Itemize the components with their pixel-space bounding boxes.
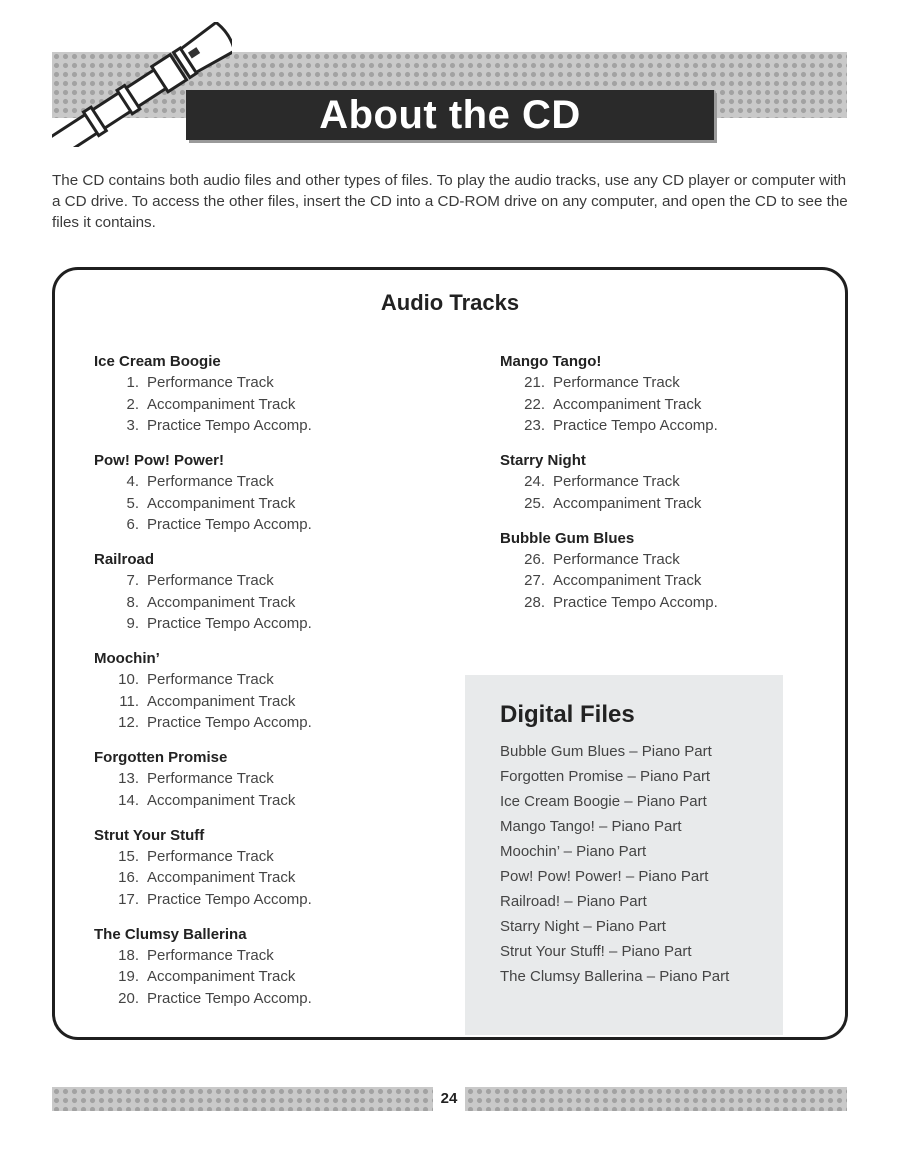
track-item — [94, 415, 434, 437]
track-label: Practice Tempo Accomp. — [553, 593, 718, 611]
audio-tracks-heading: Audio Tracks — [380, 290, 520, 315]
track-item — [94, 945, 434, 967]
song-title: Starry Night — [500, 452, 586, 469]
song-group — [94, 648, 434, 734]
page-number: 24 — [433, 1087, 465, 1111]
digital-file-item: Forgotten Promise – Piano Part — [500, 768, 711, 785]
digital-file-item: Ice Cream Boogie – Piano Part — [500, 793, 707, 810]
track-label: Accompaniment Track — [147, 869, 296, 886]
track-number: 7. — [126, 572, 139, 589]
song-title: Strut Your Stuff — [94, 826, 205, 844]
song-title: Ice Cream Boogie — [94, 353, 221, 370]
track-item — [94, 966, 434, 988]
track-number: 8. — [126, 593, 139, 611]
track-label: Performance Track — [147, 770, 274, 787]
track-item — [94, 372, 434, 394]
title-bar — [186, 90, 714, 140]
song-group — [94, 924, 434, 1010]
track-item — [500, 592, 800, 614]
page-title: About the CD — [319, 92, 581, 137]
track-label: Accompaniment Track — [147, 791, 296, 809]
song-group — [94, 747, 434, 811]
song-group — [500, 528, 800, 614]
track-number: 14. — [118, 791, 139, 809]
song-group — [94, 825, 434, 911]
track-item — [500, 493, 800, 515]
track-item — [94, 613, 434, 635]
track-label: Accompaniment Track — [553, 395, 702, 413]
track-number: 19. — [118, 968, 139, 985]
track-number: 23. — [524, 417, 545, 434]
digital-file-item: Railroad! – Piano Part — [500, 893, 647, 910]
song-group — [500, 351, 800, 437]
digital-file-item: Pow! Pow! Power! – Piano Part — [500, 868, 709, 885]
track-label: Accompaniment Track — [147, 692, 296, 710]
track-label: Practice Tempo Accomp. — [147, 615, 312, 632]
digital-file-item: Moochin’ – Piano Part — [500, 843, 647, 860]
track-number: 9. — [126, 615, 139, 632]
track-number: 26. — [524, 550, 545, 568]
track-number: 6. — [126, 516, 139, 533]
song-group — [94, 351, 434, 437]
track-item — [94, 493, 434, 515]
track-number: 10. — [118, 671, 139, 688]
track-label: Practice Tempo Accomp. — [147, 714, 312, 731]
track-number: 17. — [118, 890, 139, 908]
song-group — [94, 450, 434, 536]
digital-file-item: Strut Your Stuff! – Piano Part — [500, 943, 692, 960]
digital-file-item: The Clumsy Ballerina – Piano Part — [500, 968, 730, 985]
track-label: Performance Track — [147, 473, 274, 490]
intro-paragraph: The CD contains both audio files and other types of files. To play the audio tracks, use any CD player or computer with a CD drive. To access the other files, insert the CD into a CD-ROM drive on any computer, and open the CD to see the files it contains. — [52, 172, 848, 231]
track-number: 4. — [126, 473, 139, 490]
track-label: Performance Track — [147, 572, 274, 589]
track-item — [500, 471, 800, 493]
track-number: 13. — [118, 770, 139, 787]
track-label: Accompaniment Track — [553, 494, 702, 512]
digital-file-item: Mango Tango! – Piano Part — [500, 818, 682, 835]
track-number: 2. — [126, 395, 139, 413]
track-number: 1. — [126, 374, 139, 391]
track-number: 16. — [118, 869, 139, 886]
track-label: Accompaniment Track — [147, 968, 296, 985]
track-number: 11. — [119, 692, 139, 710]
track-number: 3. — [126, 417, 139, 434]
track-label: Performance Track — [553, 374, 680, 391]
track-item — [94, 691, 434, 713]
track-label: Performance Track — [147, 946, 274, 964]
track-item — [94, 846, 434, 868]
track-item — [500, 394, 800, 416]
song-title: Bubble Gum Blues — [500, 529, 635, 547]
track-item — [94, 592, 434, 614]
track-label: Practice Tempo Accomp. — [147, 516, 312, 533]
track-item — [94, 988, 434, 1010]
track-item — [94, 790, 434, 812]
digital-file-item: Starry Night – Piano Part — [500, 918, 666, 935]
track-number: 27. — [524, 572, 545, 589]
track-item — [500, 549, 800, 571]
track-label: Performance Track — [553, 550, 680, 568]
track-label: Accompaniment Track — [553, 572, 702, 589]
track-label: Accompaniment Track — [147, 395, 296, 413]
digital-file-item: Bubble Gum Blues – Piano Part — [500, 743, 712, 760]
track-item — [94, 570, 434, 592]
track-number: 25. — [524, 494, 545, 512]
track-number: 5. — [126, 494, 139, 512]
track-label: Performance Track — [147, 374, 274, 391]
track-number: 12. — [118, 714, 139, 731]
track-column-right — [500, 351, 800, 627]
track-number: 21. — [524, 374, 545, 391]
song-title: Forgotten Promise — [94, 749, 228, 766]
track-item — [94, 712, 434, 734]
track-item — [94, 471, 434, 493]
digital-files-heading: Digital Files — [500, 701, 635, 728]
digital-files-list — [500, 739, 783, 989]
track-label: Practice Tempo Accomp. — [147, 417, 312, 434]
track-number: 18. — [118, 946, 139, 964]
track-number: 22. — [524, 395, 545, 413]
track-label: Performance Track — [147, 671, 274, 688]
track-item — [94, 889, 434, 911]
track-number: 28. — [524, 593, 545, 611]
track-label: Practice Tempo Accomp. — [147, 890, 312, 908]
song-title: Moochin’ — [94, 650, 160, 667]
track-label: Accompaniment Track — [147, 593, 296, 611]
song-title: Pow! Pow! Power! — [94, 452, 225, 469]
track-label: Performance Track — [553, 473, 680, 490]
song-group — [500, 450, 800, 514]
track-number: 15. — [118, 847, 139, 865]
track-item — [500, 570, 800, 592]
track-item — [500, 372, 800, 394]
digital-files-box — [465, 675, 783, 1035]
track-item — [94, 669, 434, 691]
track-item — [94, 867, 434, 889]
song-title: Railroad — [94, 551, 155, 568]
track-item — [94, 768, 434, 790]
song-group — [94, 549, 434, 635]
song-title: Mango Tango! — [500, 353, 602, 370]
song-title: The Clumsy Ballerina — [94, 925, 247, 943]
audio-tracks-panel — [52, 267, 848, 1040]
track-number: 24. — [524, 473, 545, 490]
track-number: 20. — [118, 989, 139, 1007]
track-label: Accompaniment Track — [147, 494, 296, 512]
track-label: Practice Tempo Accomp. — [147, 989, 312, 1007]
track-item — [94, 394, 434, 416]
track-label: Practice Tempo Accomp. — [553, 417, 718, 434]
track-column-left — [94, 351, 434, 1023]
track-label: Performance Track — [147, 847, 274, 865]
track-item — [94, 514, 434, 536]
track-item — [500, 415, 800, 437]
